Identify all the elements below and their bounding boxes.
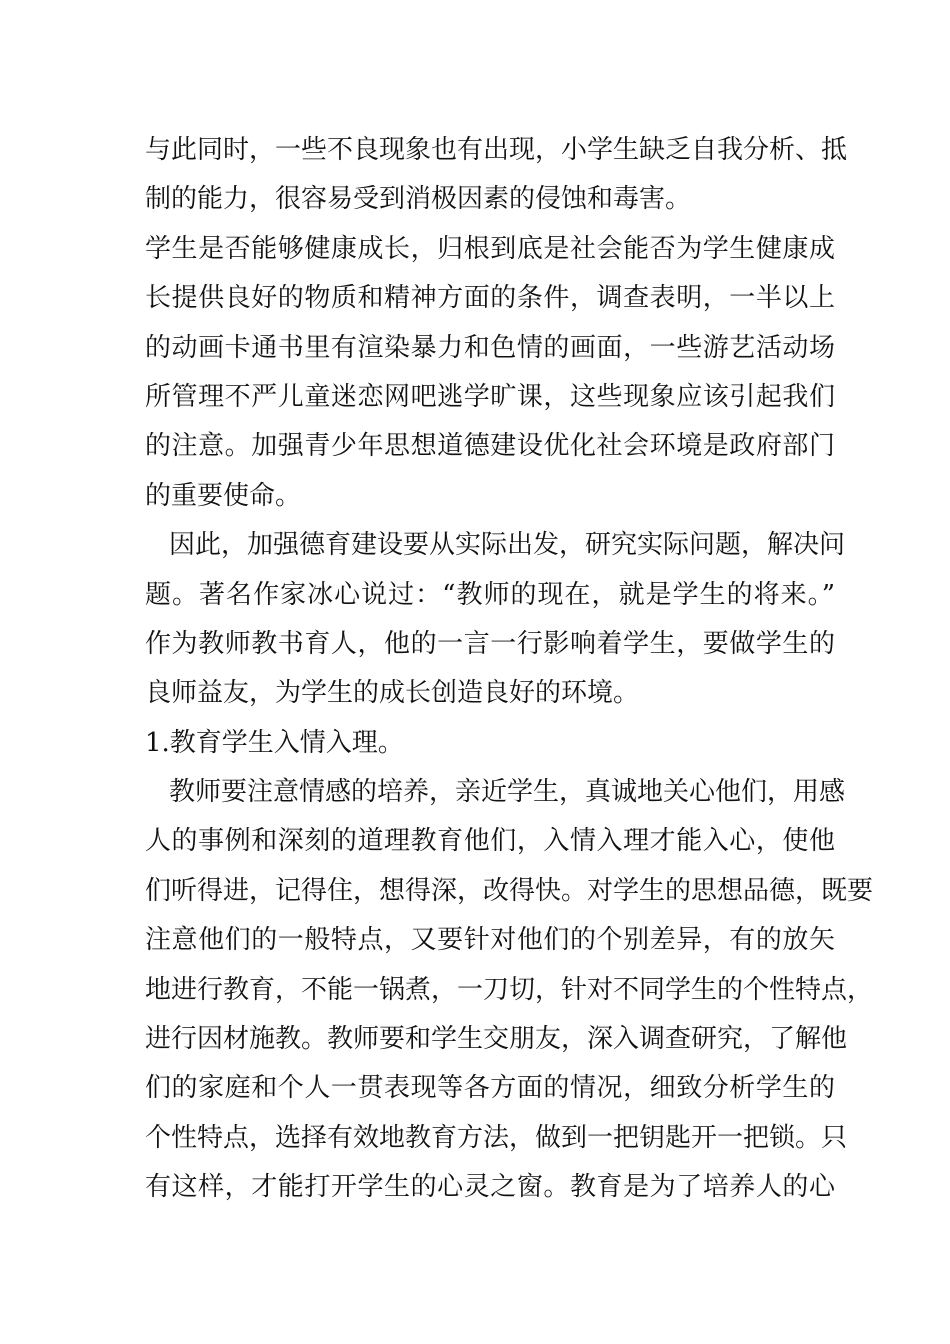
paragraph-line: 们的家庭和个人一贯表现等各方面的情况，细致分析学生的 (145, 1073, 835, 1104)
paragraph-line: 作为教师教书育人，他的一言一行影响着学生，要做学生的 (145, 628, 835, 659)
paragraph-line: 的注意。加强青少年思想道德建设优化社会环境是政府部门 (145, 431, 835, 462)
paragraph-line: 地进行教育，不能一锅煮，一刀切，针对不同学生的个性特点， (145, 974, 874, 1005)
paragraph-line: 学生是否能够健康成长，归根到底是社会能否为学生健康成 (145, 233, 835, 264)
paragraph-line: 良师益友，为学生的成长创造良好的环境。 (145, 678, 640, 709)
paragraph-line: 制的能力，很容易受到消极因素的侵蚀和毒害。 (145, 184, 692, 215)
paragraph-line: 的重要使命。 (145, 480, 302, 511)
paragraph-line: 的动画卡通书里有渲染暴力和色情的画面，一些游艺活动场 (145, 332, 835, 363)
paragraph-line: 人的事例和深刻的道理教育他们，入情入理才能入心，使他 (145, 826, 835, 857)
paragraph-line: 所管理不严儿童迷恋网吧逃学旷课，这些现象应该引起我们 (145, 381, 835, 412)
section-heading: 1.教育学生入情入理。 (145, 727, 404, 758)
paragraph-line: 因此，加强德育建设要从实际出发，研究实际问题，解决问 (169, 530, 846, 561)
paragraph-line: 进行因材施教。教师要和学生交朋友，深入调查研究，了解他 (145, 1024, 848, 1055)
paragraph-line: 长提供良好的物质和精神方面的条件，调查表明，一半以上 (145, 283, 835, 314)
paragraph-line: 个性特点，选择有效地教育方法，做到一把钥匙开一把锁。只 (145, 1122, 848, 1153)
paragraph-line: 注意他们的一般特点，又要针对他们的个别差异，有的放矢 (145, 925, 835, 956)
paragraph-line: 与此同时，一些不良现象也有出现，小学生缺乏自我分析、抵 (145, 135, 848, 165)
paragraph-line: 们听得进，记得住，想得深，改得快。对学生的思想品德，既要 (145, 875, 874, 906)
paragraph-line: 有这样，才能打开学生的心灵之窗。教育是为了培养人的心 (145, 1172, 835, 1203)
document-body (145, 126, 874, 1213)
paragraph-line: 教师要注意情感的培养，亲近学生，真诚地关心他们，用感 (169, 777, 846, 808)
paragraph-line: 题。著名作家冰心说过：“教师的现在，就是学生的将来。” (145, 579, 835, 610)
